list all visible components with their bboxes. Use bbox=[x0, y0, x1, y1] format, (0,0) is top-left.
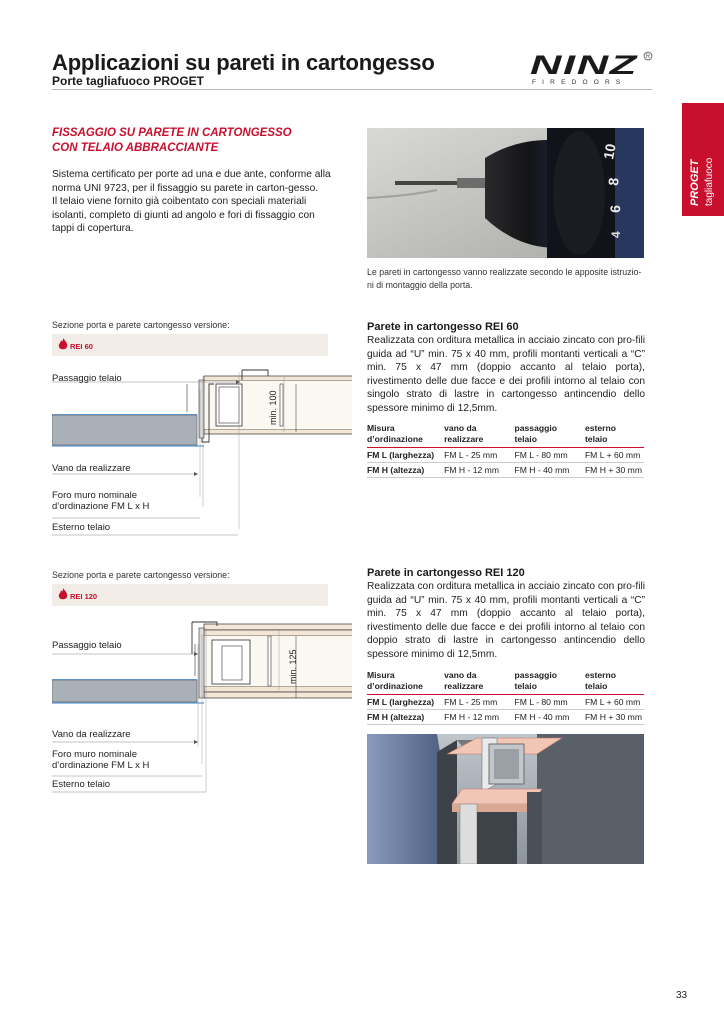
table-header: passaggio telaio bbox=[515, 670, 585, 695]
logo-subtext: FIREDOORS bbox=[532, 79, 627, 86]
spec-table-rei60 bbox=[367, 423, 644, 478]
section-body-rei120: Realizzata con orditura metallica in acciaio zincato con pro-fili guida ad “U” min. 75 x 40 mm, profili montanti verticali a “C” min. 75 x 47 mm (doppio accanto al telaio porta), rivestimento delle due facce e dei profili intorno al telaio con doppio strato di lastre in cartongesso antincendio dello spessore minimo di 12,5mm. bbox=[367, 581, 645, 660]
rei-badge bbox=[52, 334, 328, 356]
table-header: Misura d’ordinazione bbox=[367, 670, 444, 695]
label-foro: Foro muro nominale d’ordinazione FM L x H bbox=[52, 749, 150, 771]
table-header: vano da realizzare bbox=[444, 423, 514, 448]
table-header: Misura d’ordinazione bbox=[367, 423, 444, 448]
label-vano: Vano da realizzare bbox=[52, 729, 131, 740]
table-header: vano da realizzare bbox=[444, 670, 514, 695]
flame-icon bbox=[58, 338, 68, 351]
drill-photo-caption: Le pareti in cartongesso vanno realizzate secondo le apposite istruzio-ni di montaggio della porta. bbox=[367, 267, 642, 290]
intro-text: Sistema certificato per porte ad una e due ante, conforme alla norma UNI 9723, per il fissaggio su parete in carton-gesso. Il telaio viene fornito già coibentato con speciali materiali isolanti, completo di giunti ad angolo e fori di fissaggio con tappi di copertura. bbox=[52, 169, 331, 234]
flame-icon bbox=[58, 588, 68, 601]
drill-digit: 8 bbox=[605, 177, 622, 187]
rei-label: REI 60 bbox=[70, 342, 93, 351]
svg-text:R: R bbox=[645, 54, 651, 61]
section-version-label: Sezione porta e parete cartongesso versione: bbox=[52, 320, 230, 330]
table-row: FM L (larghezza) FM L - 25 mm FM L - 80 mm FM L + 60 mm bbox=[367, 695, 644, 710]
section-title-rei120: Parete in cartongesso REI 120 bbox=[367, 567, 525, 579]
spec-table-rei120 bbox=[367, 670, 644, 725]
table-row: FM H (altezza) FM H - 12 mm FM H - 40 mm FM H + 30 mm bbox=[367, 463, 644, 478]
label-esterno: Esterno telaio bbox=[52, 522, 111, 533]
table-header: esterno telaio bbox=[585, 423, 644, 448]
label-passaggio: Passaggio telaio bbox=[52, 640, 122, 651]
drill-digit: 6 bbox=[607, 204, 624, 214]
table-header: esterno telaio bbox=[585, 670, 644, 695]
rei-badge bbox=[52, 584, 328, 606]
page-subtitle: Porte tagliafuoco PROGET bbox=[52, 74, 205, 88]
rei-label: REI 120 bbox=[70, 592, 98, 601]
section-body-rei60: Realizzata con orditura metallica in acciaio zincato con pro-fili guida ad “U” min. 75 x 40 mm, profili montanti verticali a “C” min. 75 x 47 mm (doppio accanto al telaio porta), rivestimento delle due facce e dei profili intorno al telaio con singolo strato di lastre in cartongesso antincendio dello spessore minimo di 12,5mm. bbox=[367, 335, 645, 414]
drill-digit: 10 bbox=[600, 142, 619, 161]
label-min: min. 125 bbox=[288, 649, 298, 684]
frame-3d-render bbox=[367, 734, 644, 864]
section-side-tab bbox=[682, 103, 724, 216]
side-tab-sub: tagliafuoco bbox=[704, 157, 715, 206]
label-passaggio: Passaggio telaio bbox=[52, 373, 122, 384]
table-header: passaggio telaio bbox=[515, 423, 585, 448]
page-title: Applicazioni su pareti in cartongesso bbox=[52, 50, 435, 75]
label-foro: Foro muro nominale d’ordinazione FM L x H bbox=[52, 490, 150, 512]
header-divider bbox=[52, 89, 652, 90]
section-title-rei60: Parete in cartongesso REI 60 bbox=[367, 321, 519, 333]
label-vano: Vano da realizzare bbox=[52, 463, 131, 474]
drill-digit: 4 bbox=[609, 231, 623, 238]
table-row: FM L (larghezza) FM L - 25 mm FM L - 80 mm FM L + 60 mm bbox=[367, 448, 644, 463]
intro-heading: FISSAGGIO SU PARETE IN CARTONGESSO CON TELAIO ABBRACCIANTE bbox=[52, 127, 292, 154]
ninz-logo bbox=[530, 50, 654, 86]
label-esterno: Esterno telaio bbox=[52, 779, 111, 790]
section-version-label: Sezione porta e parete cartongesso versione: bbox=[52, 570, 230, 580]
drill-photo bbox=[367, 128, 644, 258]
label-min: min. 100 bbox=[268, 390, 278, 425]
page-number: 33 bbox=[676, 990, 688, 1001]
side-tab-title: PROGET bbox=[689, 159, 701, 206]
logo-wordmark: NINZ bbox=[530, 50, 639, 80]
table-row: FM H (altezza) FM H - 12 mm FM H - 40 mm FM H + 30 mm bbox=[367, 710, 644, 725]
